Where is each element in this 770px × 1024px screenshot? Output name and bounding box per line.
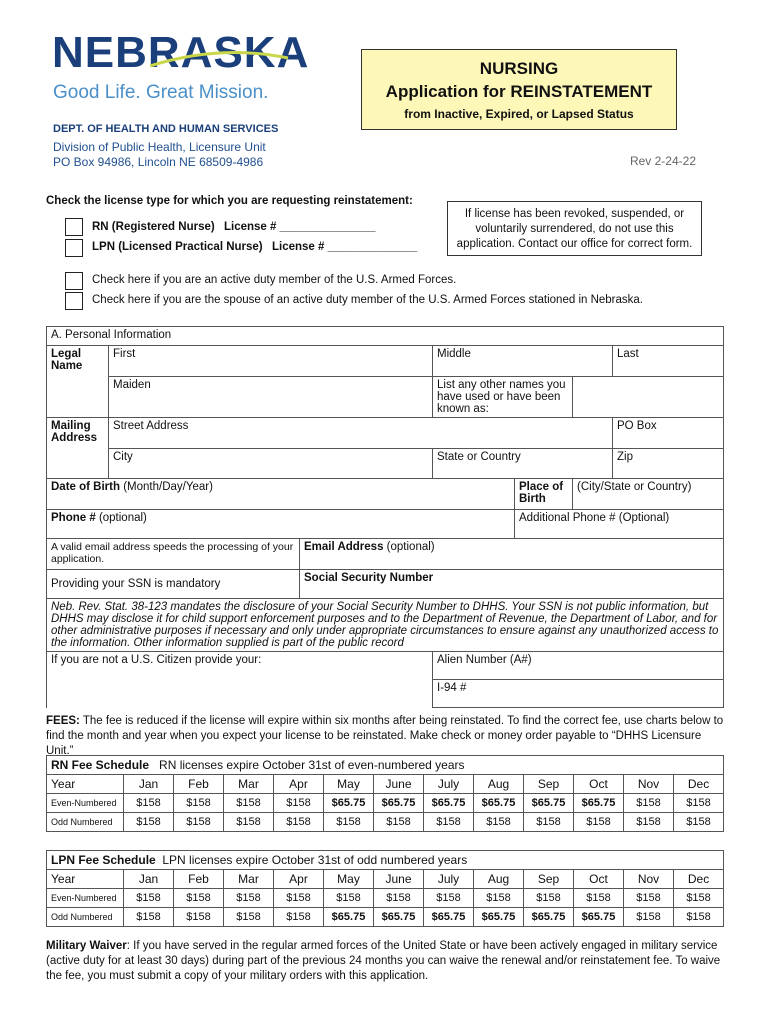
pob-label: Place of Birth — [515, 479, 573, 510]
month-header: Feb — [174, 775, 224, 794]
military-waiver-text: : If you have served in the regular armed forces of the United State or have been actively engaged in military service (active duty for at least 30 days) during part of the previous 24 months you can waive the renewal and/or reinstatement fee. To waive the fee, you must submit a copy of your military orders with this application. — [46, 940, 721, 982]
personal-info-table — [46, 326, 724, 708]
fee-cell: $158 — [174, 813, 224, 832]
rn-fee-header — [47, 756, 724, 775]
title-subtitle: from Inactive, Expired, or Lapsed Status — [404, 107, 634, 121]
fee-cell: $158 — [674, 794, 724, 813]
dob-label: Date of Birth — [51, 481, 120, 493]
fee-cell: $158 — [424, 813, 474, 832]
fees-label: FEES: — [46, 715, 80, 727]
rn-label: RN (Registered Nurse) — [92, 221, 215, 233]
fee-cell: $158 — [324, 813, 374, 832]
fee-cell: $158 — [124, 889, 174, 908]
fee-cell: $158 — [124, 908, 174, 927]
division: Division of Public Health, Licensure Unit — [53, 140, 266, 154]
month-header: Mar — [224, 870, 274, 889]
phone-field[interactable] — [47, 510, 515, 539]
city-field[interactable]: City — [109, 449, 433, 479]
fee-cell: $158 — [274, 889, 324, 908]
revoked-warning: If license has been revoked, suspended, or voluntarily surrendered, do not use this application. Contact our office for correct form. — [447, 201, 702, 256]
revision: Rev 2-24-22 — [629, 154, 696, 168]
fee-cell: $65.75 — [524, 794, 574, 813]
phone-hint: (optional) — [98, 512, 147, 524]
even-row-label: Even-Numbered — [47, 889, 124, 908]
ssn-note: Providing your SSN is mandatory — [47, 570, 300, 599]
rn-license-field[interactable]: License # _______________ — [224, 221, 376, 233]
spouse-label: Check here if you are the spouse of an active duty member of the U.S. Armed Forces stationed in Nebraska. — [92, 294, 644, 306]
additional-phone-field[interactable]: Additional Phone # (Optional) — [515, 510, 724, 539]
mailing-address-label: Mailing Address — [47, 418, 109, 479]
email-note: A valid email address speeds the processing of your application. — [47, 539, 300, 570]
fee-cell: $158 — [324, 889, 374, 908]
year-label: Year — [47, 870, 124, 889]
logo-swoosh-icon — [150, 44, 290, 74]
rn-fee-title: RN Fee Schedule — [51, 758, 150, 772]
fee-cell: $65.75 — [474, 794, 524, 813]
month-header: May — [324, 870, 374, 889]
tagline: Good Life. Great Mission. — [53, 82, 269, 103]
fee-cell: $158 — [274, 908, 324, 927]
title-nursing: NURSING — [479, 59, 559, 78]
even-row-label: Even-Numbered — [47, 794, 124, 813]
odd-row-label: Odd Numbered — [47, 908, 124, 927]
rn-fee-note: RN licenses expire October 31st of even-numbered years — [159, 758, 465, 772]
fee-cell: $158 — [674, 908, 724, 927]
month-header: Mar — [224, 775, 274, 794]
lpn-fee-title: LPN Fee Schedule — [51, 853, 156, 867]
month-header: Jan — [124, 870, 174, 889]
active-duty-checkbox[interactable] — [65, 272, 83, 290]
month-header: Feb — [174, 870, 224, 889]
fee-cell: $65.75 — [574, 908, 624, 927]
other-names-label: List any other names you have used or have been known as: — [433, 377, 573, 418]
fee-cell: $158 — [524, 813, 574, 832]
lpn-fee-note: LPN licenses expire October 31st of odd numbered years — [162, 853, 468, 867]
fee-cell: $158 — [624, 889, 674, 908]
zip-field[interactable]: Zip — [613, 449, 724, 479]
lpn-checkbox[interactable] — [65, 239, 83, 257]
fee-cell: $158 — [124, 794, 174, 813]
fee-cell: $65.75 — [524, 908, 574, 927]
street-address-field[interactable]: Street Address — [109, 418, 613, 449]
first-name-field[interactable]: First — [109, 346, 433, 377]
fee-cell: $65.75 — [424, 908, 474, 927]
fee-cell: $158 — [474, 813, 524, 832]
maiden-name-field[interactable]: Maiden — [109, 377, 433, 418]
phone-label: Phone # — [51, 512, 96, 524]
lpn-license-field[interactable]: License # ______________ — [272, 241, 418, 253]
fee-cell: $158 — [224, 889, 274, 908]
military-waiver-label: Military Waiver — [46, 940, 127, 952]
fee-cell: $65.75 — [324, 908, 374, 927]
month-header: Apr — [274, 775, 324, 794]
month-header: Nov — [624, 870, 674, 889]
fee-cell: $158 — [174, 889, 224, 908]
fee-cell: $158 — [524, 889, 574, 908]
dept-name: DEPT. OF HEALTH AND HUMAN SERVICES — [53, 123, 279, 135]
military-waiver — [46, 939, 726, 984]
fees-paragraph — [46, 714, 726, 759]
fees-text: The fee is reduced if the license will expire within six months after being reinstated. To find the correct fee, use charts below to find the month and year when you expect your license to be reinstated. Make check or money order payable to “DHHS Licensure Unit.” — [46, 715, 724, 757]
fee-cell: $158 — [374, 889, 424, 908]
rn-fee-table — [46, 755, 724, 832]
month-header: Dec — [674, 775, 724, 794]
fee-cell: $158 — [574, 889, 624, 908]
fee-cell: $158 — [174, 794, 224, 813]
lpn-label: LPN (Licensed Practical Nurse) — [92, 241, 263, 253]
section-a-title: A. Personal Information — [47, 327, 724, 346]
last-name-field[interactable]: Last — [613, 346, 724, 377]
month-header: Oct — [574, 775, 624, 794]
fee-cell: $158 — [624, 794, 674, 813]
month-header: May — [324, 775, 374, 794]
fee-cell: $65.75 — [574, 794, 624, 813]
title-box — [361, 49, 677, 130]
month-header: June — [374, 775, 424, 794]
nebraska-logo: NEBRASKA — [52, 28, 310, 77]
fee-cell: $158 — [274, 794, 324, 813]
fee-cell: $158 — [224, 813, 274, 832]
fee-cell: $65.75 — [374, 908, 424, 927]
fee-cell: $158 — [574, 813, 624, 832]
month-header: June — [374, 870, 424, 889]
month-header: Nov — [624, 775, 674, 794]
title-application: Application for REINSTATEMENT — [385, 82, 653, 101]
month-header: Sep — [524, 775, 574, 794]
year-label: Year — [47, 775, 124, 794]
fee-cell: $158 — [224, 908, 274, 927]
fee-cell: $158 — [124, 813, 174, 832]
dob-field[interactable] — [47, 479, 515, 510]
fee-cell: $158 — [424, 889, 474, 908]
fee-cell: $158 — [374, 813, 424, 832]
other-names-field[interactable] — [573, 377, 724, 418]
active-duty-label: Check here if you are an active duty member of the U.S. Armed Forces. — [92, 274, 457, 286]
alien-number-field[interactable]: Alien Number (A#) — [433, 652, 724, 680]
rn-checkbox[interactable] — [65, 218, 83, 236]
fee-cell: $65.75 — [324, 794, 374, 813]
month-header: July — [424, 870, 474, 889]
fee-cell: $158 — [474, 889, 524, 908]
state-field[interactable]: State or Country — [433, 449, 613, 479]
month-header: Oct — [574, 870, 624, 889]
fee-cell: $158 — [674, 889, 724, 908]
month-header: July — [424, 775, 474, 794]
noncitizen-label: If you are not a U.S. Citizen provide your: — [47, 652, 433, 708]
spouse-checkbox[interactable] — [65, 292, 83, 310]
address: PO Box 94986, Lincoln NE 68509-4986 — [53, 155, 264, 169]
month-header: Jan — [124, 775, 174, 794]
fee-cell: $65.75 — [474, 908, 524, 927]
fee-cell: $65.75 — [374, 794, 424, 813]
month-header: Aug — [474, 775, 524, 794]
lpn-fee-table — [46, 850, 724, 927]
legal-name-label: Legal Name — [47, 346, 109, 418]
month-header: Apr — [274, 870, 324, 889]
i94-field[interactable]: I-94 # — [433, 680, 724, 708]
ssn-field[interactable]: Social Security Number — [300, 570, 724, 599]
email-label: Email Address — [304, 541, 384, 553]
fee-cell: $65.75 — [424, 794, 474, 813]
fee-cell: $158 — [274, 813, 324, 832]
month-header: Aug — [474, 870, 524, 889]
po-box-field[interactable]: PO Box — [613, 418, 724, 449]
fee-cell: $158 — [624, 908, 674, 927]
middle-name-field[interactable]: Middle — [433, 346, 613, 377]
lpn-fee-header — [47, 851, 724, 870]
fee-cell: $158 — [174, 908, 224, 927]
email-hint: (optional) — [386, 541, 435, 553]
fee-cell: $158 — [224, 794, 274, 813]
month-header: Sep — [524, 870, 574, 889]
odd-row-label: Odd Numbered — [47, 813, 124, 832]
license-prompt: Check the license type for which you are requesting reinstatement: — [46, 195, 413, 207]
fee-cell: $158 — [624, 813, 674, 832]
fee-cell: $158 — [674, 813, 724, 832]
email-field[interactable] — [300, 539, 724, 570]
dob-hint: (Month/Day/Year) — [123, 481, 213, 493]
pob-field[interactable]: (City/State or Country) — [573, 479, 724, 510]
ssn-statute: Neb. Rev. Stat. 38-123 mandates the disclosure of your Social Security Number to DHHS. Your SSN is not public information, but DHHS may disclose it for child support enforcement purposes and to the Department of Revenue, the Department of Labor, and for other administrative purposes if necessary and only under appropriate circumstances to ensure against any unauthorized access to the information. Other information supplied is part of the public record — [47, 599, 724, 652]
month-header: Dec — [674, 870, 724, 889]
